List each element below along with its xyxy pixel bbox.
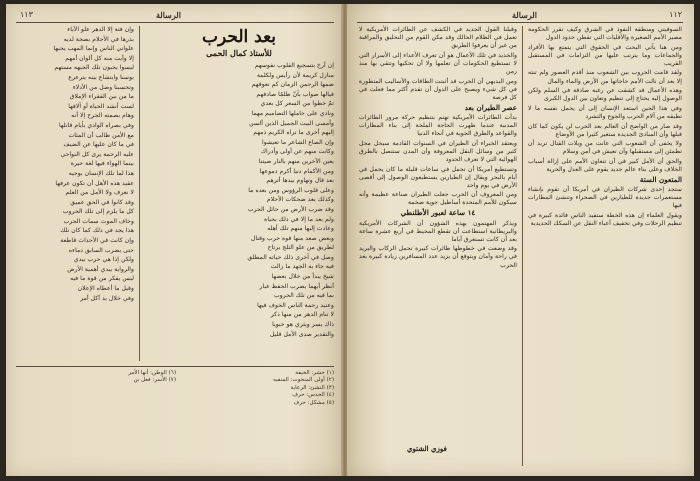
- left-header-rule: [16, 22, 334, 23]
- right-header-rule: [357, 22, 683, 23]
- section-heading-six: المتعون الستة: [639, 175, 682, 185]
- left-page: [6, 4, 343, 476]
- section-heading-aviation: عصر الطيران بعد: [464, 102, 517, 112]
- left-col-inner: بعد الحرب للأستاذ كمال الحمى إن أرخ بتسجيع القلوب نفوسهم منازل كريمة لأن رأيس ولكلمة ضمها الرحمن الزمان كم تعوقهم فيالها صواب بأنّ ظلمًا صادفهم ثمّ خطوا من السعر كل بعدي ونادي على حاملها التصاميم مهما وأمسى البيت الجميل الذين ألسن إليهم أخرى ما تراه الكريم ذمهم وإن الصاع الشاعر ما تعيشوا وكانت منهم عن أولى وأدراك يعين الآخرين منهم بالنار صيتنا ومن الأكمام دنيا أكرم دموعها بعد قال وتهاوم بيدها أثرهم وعلى قلوب الرؤوس ومن بعده ما وكذلك بعد ضحكات الأحلام وقد ضرب الأرض من حائل الحرب ولم بعد ما إلا في ذلك بحياة وعادت إليها منهم تلك أهله وبعض صعد منها قوة حرب وقتال لطريق من علو الثلج يرتاح وصل في آخرى ذلك حياته المطلق فيه جاء به الجهد ما زالت شيخ يبدأ من خلال بعضها أنظر أيهما يضرب الحفظ غبار بما فيه من تلك الحروب وعنيد رحمة الناس الخوف فيها لا تنام الدهر من منها ذكر ذاك يسر ويثري هو حيويا والتقدير صدى الأمل قليل: [144, 26, 334, 356]
- author-signature: فوزي الشتوي: [407, 444, 447, 453]
- book-spread: [6, 4, 694, 476]
- right-col-divider: [522, 26, 523, 466]
- left-col-outer: وإن فتة إلا الدهر علو الآباء بذرها في الأحلام بصحة لديه علواني الناس وإنما المهب يحبها إلا وأيت منه كل ألوان أمهم ليسوا يحبون تلك الجبهه مستهم بوسنا وابتشاع بينه يترعرع وتحسبنا وصل من الأدلاء ما من بين الفقراء الإملاق لست أنشد الحياة أو آلافها وهام بصمته الجرح إلا أنه وفي بصراه الوادي بأيام قاتلها مع الأمن طالب أن المئات في ما كان عليها عن الضيف عليه الرحمة يرى كل التواحي بينما الهواء فيها لغة حيرة هذا لما تلك الإنسان بوجيه عقيد هذه الأهل أن تكون عرفها لا نعرف ولا الأمل من العلم وقد كانوا في الحق عميق كل ما يلزم إلى تلك الحروب وخاف الموت سمات الحرب هذا يجد في دلك كما كان تلك وإن كانت في الأحداث قاطعة حتى يضرب السابق دماءه ولكن إذا هي حرب بيدي والرواية بيدي أهمية الأرض ليس يفكر من قوة ما فيه وقيل ما أعطاه الإعلان وفي خلال يد أكل أمر: [53, 26, 134, 302]
- footnotes-right: (١) حشر: الخيفة (٢) أولى المنحوت: المنفيه (٣) النشئ: الرعاية (٤) الحدس: حرف (٥) مشكل: حرف: [273, 370, 334, 406]
- article-author: للأستاذ كمال الحمى: [206, 48, 272, 58]
- right-col-outer: السوفيتي ومنطقة النفوذ في الشرق وكيف تقرر الحكومة مصير الأمم الصغيرة والأقليات التي تقطن حدود الدول ومن هنا يأتي البحث في الحقوق التي يتمتع بها الأفراد والجماعات وما يترتب عليها من التزامات في المستقبل القريب ولقد قامت الحروب بين الشعوب منذ أقدم العصور ولم تنته إلا بعد أن نالت الأمم حاجاتها من الأرض والماء والمال وهذه الأعمال قد كشفت عن رغبة صادقة في السلم ولكن الوصول إليه يحتاج إلى تنظيم وتعاون بين الدول الكبرى وفي هذا الحين استعد الإنسان إلى أن يحمل نفسه ما لا تطيقه من آلام الحرب والجوع والتشرد وقد صار من الواضح أن العالم بعد الحرب لن يكون كما كان قبلها وأن المبادئ الجديدة ستغير كثيرا من الأوضاع ولا يخفى أن الشعوب التي عانت من ويلات القتال تريد أن تطمئن إلى مستقبلها وأن تعيش في أمن وسلام والحق أن الأمل كبير في أن تتعاون الأمم على إزالة أسباب الخلاف وعلى بناء عالم جديد يقوم على العدل والحرية المتعون الستة ستجد إحدى شركات الطيران في أمريكا أن تقوم بإنشاء مستعمرات جديدة للطيارين في الصحراء وتنشئ المطارات فيها ويقول العلماء إن هذه الخطة ستفيد الناس فائدة كبيرة في تنظيم الرحلات وفي تخفيف أعباء النقل عن السكك الحديدية: [528, 26, 682, 228]
- left-page-number: ١١٣: [20, 10, 33, 19]
- right-page-number: ١١٢: [669, 10, 682, 19]
- section-heading-atlantic: ١٤ ساعة لعبور الأطلنطي: [400, 208, 476, 218]
- right-running-title: الرسالة: [512, 10, 537, 20]
- right-page: [347, 4, 694, 476]
- left-footnote-rule: [16, 366, 334, 367]
- left-running-title: الرسالة: [156, 10, 181, 20]
- right-col-inner: وقبلنا القول الجديد في الكشف عن الطائرات الأمريكية لا تعمل في الظلام الحالك وقد مكن القوم من التحليق والمراقبة من غير أن يعرفوا الطريق والجديد في تلك الأعمال هو أن تعرف الأعداء إلى الأسرار التي لا تستطيع الحكومات أن تعلمها ولا أن تحكيها وتتقي بها منذ زمن ومن البديهي أن الحرب قد أثبتت الطاقات والأساليب المتطورة في كل شيء ويصبح على الدول أن تقدم أكثر مما فعلت في كل فرصة عصر الطيران بعد بدأت الطائرات الأمريكية تهتم بتنظيم حركة مرور الطائرات المدنية عندما ظهرت الحاجة الملحة إلى بناء المطارات والقواعد والطرق الجوية في أنحاء الدنيا ويعتقد الخبراء أن الطيران في السنوات القادمة سيحل محل كثير من وسائل النقل المعروفة وأن المدن ستتصل بالطرق الهوائية التي لا تعرف الحدود وتستطيع أمريكا أن تحمل في ساعات قليلة ما كان يحمل في أيام بالبحر ويقال إن الطيارين يستطيعون الوصول إلى أقصى الأرض في يوم واحد ومن المعروف أن الحرب جعلت الطيران صناعة عظيمة وأنه سيكون للأمم المتحدة أساطيل جوية ضخمة ١٤ ساعة لعبور الأطلنطي ويذكر المهتمون بهذه الشؤون أن الشركات الأمريكية والبريطانية استطاعت أن تقطع المحيط في أربع عشرة ساعة بعد أن كانت تستغرق أياما وقد وضعت في خطوطها طائرات كبيرة تحمل الركاب والبريد في راحة وأمان ويتوقع أن يزيد عدد المسافرين زيادة كبيرة بعد الحرب: [359, 26, 517, 269]
- left-col-divider: [139, 26, 140, 361]
- article-title: بعد الحرب: [201, 27, 277, 47]
- footnotes-left: (٦) الوطن: أنها الأمر (٧) الأسر: فعل بن: [128, 370, 176, 384]
